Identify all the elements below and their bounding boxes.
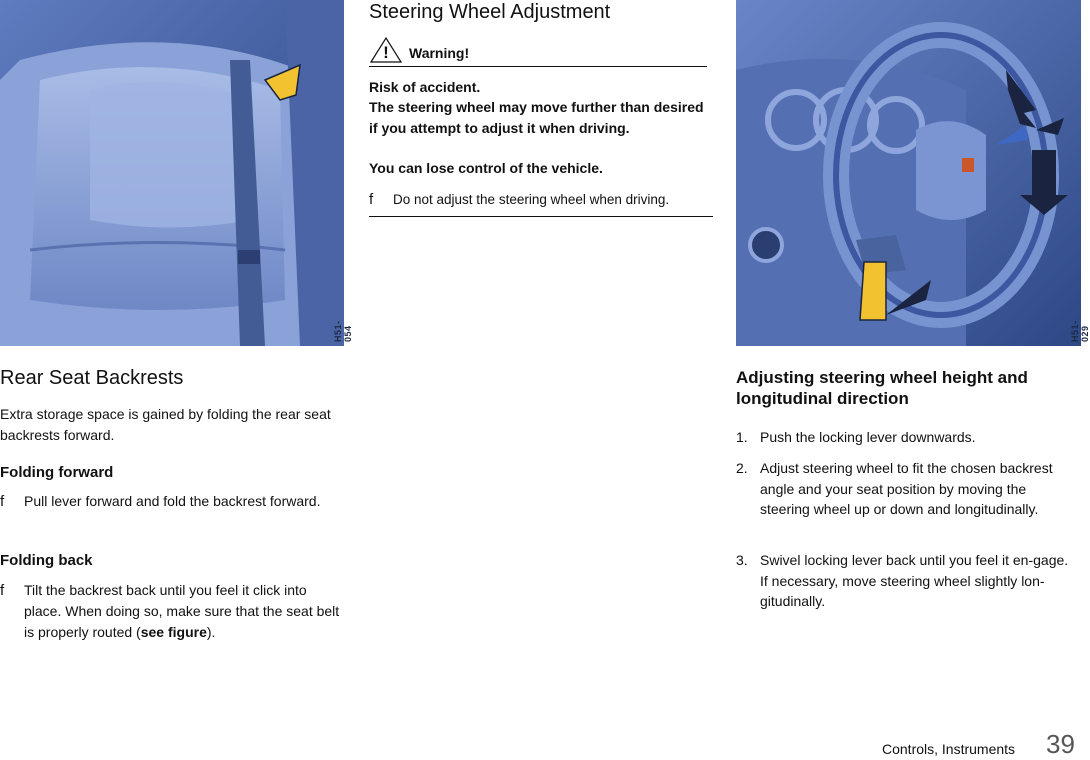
warning-instruction-text: Do not adjust the steering wheel when driving.: [393, 192, 670, 207]
warning-line-1: Risk of accident.: [369, 79, 481, 95]
warning-title: Warning!: [409, 45, 470, 61]
warning-icon-glyph: !: [383, 43, 389, 62]
rear-seat-illustration: [0, 0, 344, 346]
bullet-icon: f: [369, 191, 374, 208]
rear-seat-intro: Extra storage space is gained by folding the rear seat backrests forward.: [0, 406, 331, 443]
step-text: Adjust steering wheel to fit the chosen backrest angle and your seat position by moving the steering wheel up or down and longitudinally.: [760, 460, 1053, 517]
see-figure-link[interactable]: see figure: [140, 624, 207, 640]
step-3-line-2: If necessary, move steering wheel slightly lon-gitudinally.: [760, 572, 1045, 609]
figure-code-label: H51-054: [333, 320, 353, 342]
step-text: [760, 550, 1080, 612]
figure-code-label: H51-029: [1070, 320, 1090, 342]
folding-back-text-pre: Tilt the backrest back until you feel it click into place. When doing so, make sure that the seat belt is properly routed (: [24, 582, 340, 640]
step-number: 3.: [736, 552, 748, 568]
folding-forward-text: Pull lever forward and fold the backrest forward.: [24, 493, 321, 509]
folding-forward-title: Folding forward: [0, 464, 114, 481]
page-number: 39: [1046, 729, 1075, 759]
steering-wheel-illustration: [736, 0, 1081, 346]
folding-back-text-post: ).: [206, 624, 216, 640]
bullet-icon: f: [0, 493, 5, 510]
section-heading-rear-seat: Rear Seat Backrests: [0, 367, 184, 389]
step-text: Push the locking lever downwards.: [760, 429, 976, 445]
step-number: 2.: [736, 460, 748, 476]
warning-line-3: You can lose control of the vehicle.: [369, 160, 603, 176]
section-heading-steering: Steering Wheel Adjustment: [369, 1, 611, 23]
warning-rule: [369, 66, 707, 67]
footer-section-label: Controls, Instruments: [882, 741, 1016, 757]
warning-triangle-icon: [369, 36, 403, 64]
figure-caption: Adjusting steering wheel height and longitudinal direction: [736, 368, 1028, 408]
folding-back-text: [24, 580, 344, 643]
step-3-line-1: Swivel locking lever back until you feel it en-gage.: [760, 552, 1069, 568]
warning-end-rule: [369, 216, 713, 217]
steering-wheel-figure: [736, 0, 1090, 346]
folding-back-title: Folding back: [0, 552, 93, 569]
rear-seat-figure: [0, 0, 353, 346]
warning-line-2: The steering wheel may move further than desired if you attempt to adjust it when driving.: [369, 99, 704, 136]
step-number: 1.: [736, 429, 748, 445]
bullet-icon: f: [0, 582, 5, 599]
